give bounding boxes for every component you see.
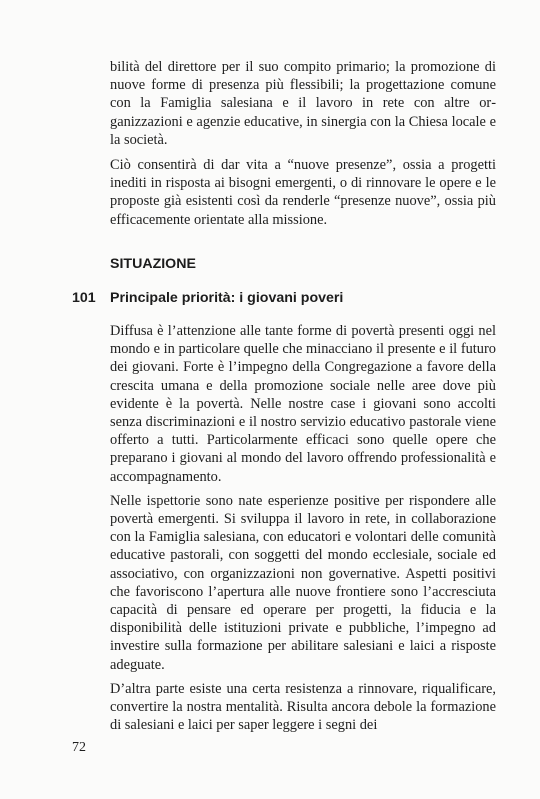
page-number: 72 — [72, 740, 86, 755]
paragraph: Ciò consentirà di dar vita a “nuove presenze”, ossia a progetti inediti in risposta ai bisogni emergenti, o di rinnovare le opere e le proposte già esistenti così da renderle “presenze nuove”, ossia più efficacemente orientate alla missione. — [110, 157, 496, 228]
subsection-heading: Principale priorità: i giovani poveri — [110, 290, 344, 306]
paragraph: bilità del direttore per il suo compito primario; la promozione di nuove forme di presenza più flessibili; la progettazione comune con la Famiglia salesiana e il lavoro in rete con altre organizzazioni e agenzie educative, in sinergia con la Chiesa locale e la società. — [110, 59, 496, 148]
main-text-block — [110, 322, 496, 734]
paragraph: D’altra parte esiste una certa resistenza a rinnovare, riqualificare, convertire la nostra mentalità. Risulta ancora debole la formazione di salesiani e laici per saper leggere i segni dei — [110, 680, 496, 734]
section-number: 101 — [72, 290, 96, 306]
paragraph: Diffusa è l’attenzione alle tante forme di povertà presenti oggi nel mondo e in particolare quelle che minacciano il presente e il futuro dei giovani. Forte è l’impegno della Congregazione a favore della crescita umana e della promozione sociale nelle aree dove più evidente è la povertà. Nelle nostre case i giovani sono accolti senza discriminazioni e il nostro servizio educativo pastorale viene offerto a tutti. Particolarmente efficaci sono quelle opere che preparano i giovani al mondo del lavoro offrendo professionalità e accompagnamento. — [110, 323, 496, 485]
paragraph: Nelle ispettorie sono nate esperienze positive per rispondere alle povertà emergenti. Si sviluppa il lavoro in rete, in collaborazione con la Famiglia salesiana, con educatori e volontari delle comunità educative pastorali, con soggetti del mondo ecclesiale, sociale ed associativo, con organizzazioni non governative. Aspetti positivi che favoriscono l’apertura alle nuove frontiere sono l’accresciuta capacità di pensare ed operare per progetti, la fiducia e la disponibilità delle istituzioni private e pubbliche, l’impegno ad investire sulla formazione per abilitare salesiani e laici a risposte adeguate. — [110, 492, 496, 673]
intro-text-block — [110, 58, 496, 229]
section-heading: SITUAZIONE — [110, 256, 196, 272]
